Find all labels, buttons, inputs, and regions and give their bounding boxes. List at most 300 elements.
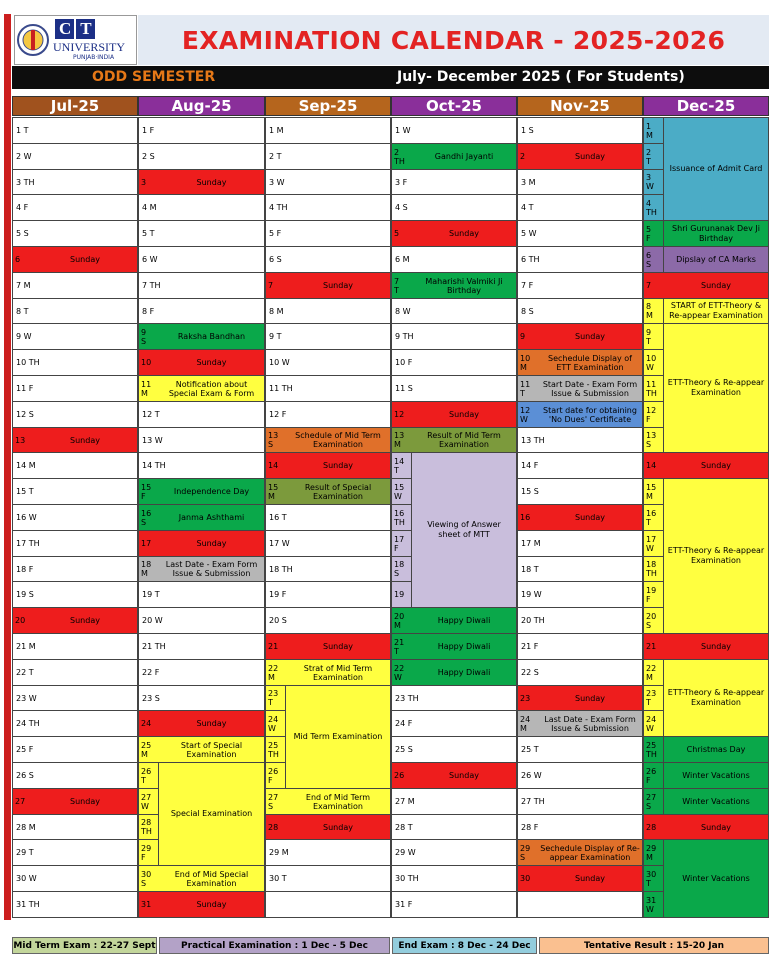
day-number: 4 T: [521, 203, 534, 212]
day-cell: [265, 556, 391, 582]
day-cell: [265, 169, 391, 195]
day-number: 21 M: [16, 642, 36, 651]
day-cell: [391, 194, 517, 221]
event-span-gurunanak: Shri Gurunanak Dev Ji Birthday: [663, 220, 769, 247]
day-cell: [265, 530, 391, 557]
day-cell: [265, 839, 391, 866]
day-number: 6: [15, 255, 21, 264]
day-cell: [138, 659, 265, 686]
day-cell: [391, 865, 517, 892]
day-number: 2 TH: [394, 147, 405, 166]
day-number: 14: [268, 461, 279, 470]
day-number: 3 F: [395, 177, 408, 187]
event-label: Sunday: [449, 410, 479, 419]
day-cell: [517, 272, 643, 299]
day-cell: [265, 736, 286, 763]
event-label: Notification about Special Exam & Form: [168, 379, 255, 398]
day-number: 20 M: [394, 611, 405, 630]
day-cell: [391, 710, 517, 737]
event-label: Maharishi Valmiki Ji Birthday: [425, 276, 503, 295]
day-cell: [391, 891, 517, 918]
day-number: 3 W: [269, 177, 285, 187]
day-number: 8 T: [16, 306, 29, 316]
day-number: 9: [520, 332, 526, 341]
day-number: 18 F: [16, 564, 34, 574]
day-number: 11 TH: [646, 379, 657, 398]
day-number: 21: [646, 642, 657, 651]
day-number: 31: [141, 900, 152, 909]
day-cell: [12, 401, 138, 428]
event-label: Last Date - Exam Form Issue & Submission: [165, 560, 258, 578]
day-number: 3 TH: [16, 177, 35, 187]
day-cell: [12, 788, 138, 815]
day-number: 20 S: [646, 611, 657, 630]
event-label: Gandhi Jayanti: [434, 152, 494, 161]
day-cell: [265, 504, 391, 531]
day-cell: [391, 143, 517, 170]
event-span-viewing: Viewing of Answer sheet of MTT: [411, 452, 517, 608]
day-cell: [643, 685, 664, 711]
day-number: 16 S: [141, 508, 152, 527]
day-number: 6 M: [395, 255, 410, 264]
event-label: Sechedule Display of ETT Examination: [548, 353, 632, 372]
event-label: Start Date - Exam Form Issue & Submission: [542, 379, 638, 398]
day-number: 29 W: [395, 848, 416, 857]
day-cell: [12, 272, 138, 299]
day-number: 19 T: [142, 590, 160, 599]
day-cell: [517, 736, 643, 763]
day-number: 5 F: [646, 224, 652, 243]
legend-mid-term: Mid Term Exam : 22-27 Sept: [12, 937, 157, 954]
day-number: 27 M: [395, 797, 415, 806]
day-cell: [138, 633, 265, 660]
day-cell: [643, 194, 664, 221]
day-cell: [12, 762, 138, 789]
day-number: 5 T: [142, 229, 155, 238]
event-label: Sunday: [701, 281, 731, 290]
day-number: 28: [646, 822, 657, 832]
day-number: 7: [646, 281, 652, 290]
day-cell: [138, 298, 265, 324]
day-number: 9 W: [16, 332, 32, 341]
day-number: 26 F: [646, 766, 657, 785]
day-cell: [643, 633, 769, 660]
day-cell: [643, 710, 664, 737]
day-cell: [12, 633, 138, 660]
event-label: Schedule of Mid Term Examination: [295, 431, 381, 449]
event-label: Sunday: [575, 332, 605, 341]
day-number: 11 F: [16, 384, 34, 393]
day-number: 8 F: [142, 306, 155, 316]
day-number: 29 M: [269, 848, 289, 857]
day-number: 25 F: [16, 745, 34, 754]
day-number: 24: [141, 719, 152, 728]
day-number: 30 S: [141, 869, 152, 888]
day-number: 16 T: [269, 513, 287, 522]
day-cell: [12, 220, 138, 247]
day-cell: [517, 427, 643, 453]
day-number: 27 TH: [521, 797, 545, 806]
day-cell: [517, 349, 643, 376]
day-cell: [517, 581, 643, 608]
event-span-ett1: ETT-Theory & Re-appear Examination: [663, 323, 769, 453]
event-label: Sechedule Display of Re-appear Examination: [540, 843, 640, 862]
day-cell: [12, 375, 138, 402]
day-number: 3 M: [521, 177, 536, 187]
day-number: 29 M: [646, 843, 657, 862]
day-cell: [643, 246, 664, 273]
event-label: Sunday: [70, 797, 100, 806]
day-cell: [643, 349, 664, 376]
day-cell: [517, 659, 643, 686]
day-number: 22 M: [268, 663, 279, 682]
event-label: Result of Special Examination: [304, 482, 372, 501]
day-cell: [517, 814, 643, 840]
semester-label: ODD SEMESTER: [92, 69, 216, 85]
day-number: 20 S: [269, 616, 287, 625]
day-cell: [643, 478, 664, 505]
day-number: 1 F: [142, 126, 155, 135]
day-number: 12 T: [142, 410, 160, 419]
day-number: 9 T: [269, 332, 282, 341]
day-number: 4 F: [16, 203, 29, 212]
day-number: 16 W: [16, 513, 37, 522]
day-cell: [517, 452, 643, 479]
page-title: EXAMINATION CALENDAR - 2025-2026: [138, 15, 769, 65]
day-number: 14 TH: [142, 461, 166, 470]
day-cell: [391, 117, 517, 144]
day-cell: [138, 788, 159, 815]
day-cell: [391, 814, 517, 840]
day-number: 10 W: [269, 358, 290, 367]
day-cell: [517, 323, 643, 350]
day-number: 16 T: [646, 508, 657, 527]
day-number: 16 TH: [394, 508, 405, 527]
day-number: 18 TH: [269, 564, 293, 574]
day-cell: [391, 788, 517, 815]
day-cell: [517, 169, 643, 195]
day-cell: [517, 607, 643, 634]
day-cell: [265, 375, 391, 402]
event-label: Sunday: [701, 461, 731, 470]
day-cell: [12, 323, 138, 350]
event-label: Strat of Mid Term Examination: [303, 663, 373, 682]
day-cell: [265, 298, 391, 324]
day-number: 14: [646, 461, 657, 470]
day-number: 27 S: [268, 792, 279, 811]
day-cell: [517, 556, 643, 582]
event-label: Sunday: [196, 358, 227, 367]
day-cell: [265, 246, 391, 273]
day-number: 11 TH: [269, 384, 293, 393]
day-cell: [12, 710, 138, 737]
day-cell: [138, 685, 265, 711]
day-cell: [391, 633, 517, 660]
day-number: 29 F: [141, 843, 152, 862]
day-number: 6 S: [269, 255, 282, 264]
day-cell: [265, 220, 391, 247]
day-cell: [391, 375, 517, 402]
day-number: 17 F: [394, 534, 405, 553]
day-number: 8 W: [395, 306, 411, 316]
day-number: 25 TH: [268, 740, 279, 759]
day-cell: [517, 504, 643, 531]
event-label: Sunday: [196, 539, 227, 548]
day-number: 13: [15, 435, 26, 445]
day-number: 25 S: [395, 745, 413, 754]
day-number: 4 TH: [269, 203, 288, 212]
day-number: 4 M: [142, 203, 157, 212]
day-number: 26 T: [141, 766, 152, 785]
event-label: Happy Diwali: [437, 668, 491, 677]
day-cell: [138, 581, 265, 608]
day-cell: [391, 736, 517, 763]
month-header-sep-25: Sep-25: [265, 96, 391, 116]
day-number: 14 T: [394, 456, 405, 475]
day-cell: [12, 659, 138, 686]
day-cell: [391, 556, 412, 582]
day-number: 13 S: [268, 431, 279, 449]
day-number: 15 T: [16, 487, 34, 496]
day-cell: [138, 117, 265, 144]
day-number: 27: [15, 797, 26, 806]
day-number: 31 W: [646, 895, 657, 914]
day-cell: [391, 839, 517, 866]
event-label: Start date for obtaining 'No Dues' Certificate: [543, 405, 637, 424]
day-number: 28 M: [16, 822, 36, 832]
day-number: 15 S: [521, 487, 539, 496]
day-cell: [517, 478, 643, 505]
event-span-ett-start: START of ETT-Theory & Re-appear Examination: [663, 298, 769, 324]
day-cell: [391, 272, 517, 299]
day-number: 5 S: [16, 229, 29, 238]
day-number: 11 M: [141, 379, 152, 398]
day-cell: [643, 504, 664, 531]
day-number: 15 M: [268, 482, 279, 501]
logo-university: UNIVERSITY: [53, 40, 125, 54]
day-number: 1 W: [395, 126, 411, 135]
day-cell: [12, 117, 138, 144]
day-number: 16: [520, 513, 531, 522]
semester-bar: [12, 66, 769, 89]
day-cell: [12, 349, 138, 376]
day-number: 26 W: [521, 771, 542, 780]
month-header-oct-25: Oct-25: [391, 96, 517, 116]
day-number: 19 F: [269, 590, 287, 599]
day-cell: [391, 349, 517, 376]
day-cell: [138, 814, 159, 840]
day-number: 23 W: [16, 693, 37, 703]
day-cell: [643, 788, 664, 815]
day-cell: [517, 685, 643, 711]
logo-sub: PUNJAB·INDIA: [73, 54, 115, 61]
day-cell: [517, 710, 643, 737]
day-number: 25 M: [141, 740, 152, 759]
event-span-ett3: ETT-Theory & Re-appear Examination: [663, 659, 769, 737]
day-number: 24 W: [646, 714, 657, 733]
day-number: 17 M: [521, 539, 541, 548]
day-number: 21: [268, 642, 279, 651]
day-number: 1 S: [521, 126, 534, 135]
day-cell: [265, 272, 391, 299]
day-number: 25 TH: [646, 740, 657, 759]
day-cell: [391, 659, 517, 686]
event-label: Sunday: [196, 719, 227, 728]
day-number: 28 F: [521, 822, 539, 832]
day-number: 12 F: [646, 405, 657, 424]
legend-result: Tentative Result : 15-20 Jan: [539, 937, 769, 954]
day-number: 17 W: [269, 539, 290, 548]
day-number: 1 T: [16, 126, 29, 135]
day-cell: [12, 685, 138, 711]
day-number: 12 W: [520, 405, 531, 424]
day-cell: [138, 839, 159, 866]
day-number: 29 S: [520, 843, 531, 862]
event-label: Sunday: [323, 281, 353, 290]
day-cell: [138, 710, 265, 737]
day-number: 25 T: [521, 745, 539, 754]
day-cell: [138, 375, 265, 402]
day-cell: [391, 504, 412, 531]
day-number: 28 T: [395, 822, 413, 832]
day-number: 13 M: [394, 431, 405, 449]
day-number: 4 S: [395, 203, 408, 212]
day-cell: [138, 349, 265, 376]
event-span-ett2: ETT-Theory & Re-appear Examination: [663, 478, 769, 634]
day-cell: [138, 530, 265, 557]
day-cell: [643, 556, 664, 582]
day-cell: [517, 401, 643, 428]
day-cell: [391, 401, 517, 428]
day-number: 10 TH: [16, 358, 40, 367]
day-cell: [391, 298, 517, 324]
day-cell: [138, 272, 265, 299]
event-label: Sunday: [323, 822, 353, 832]
day-number: 2 T: [269, 152, 282, 161]
event-label: Sunday: [575, 513, 605, 522]
day-cell: [138, 865, 265, 892]
day-cell: [265, 865, 391, 892]
day-cell: [138, 194, 265, 221]
day-cell: [138, 736, 265, 763]
day-number: 18 T: [521, 564, 539, 574]
day-cell: [265, 710, 286, 737]
day-cell: [12, 298, 138, 324]
day-cell: [643, 814, 769, 840]
day-number: 29 T: [16, 848, 34, 857]
day-number: 18 S: [394, 560, 405, 578]
day-cell: [138, 891, 265, 918]
day-cell: [265, 685, 286, 711]
day-cell: [138, 323, 265, 350]
day-number: 13 TH: [521, 435, 545, 445]
day-number: 23 T: [646, 689, 657, 707]
day-number: 23 S: [142, 693, 160, 703]
day-number: 1 M: [269, 126, 284, 135]
day-number: 6 S: [646, 250, 652, 269]
day-number: 26: [394, 771, 405, 780]
day-number: 19 F: [646, 585, 657, 604]
day-cell: [643, 530, 664, 557]
day-number: 10 W: [646, 353, 657, 372]
left-red-bar: [4, 14, 11, 920]
day-cell: [265, 478, 391, 505]
day-cell: [12, 607, 138, 634]
day-cell: [12, 556, 138, 582]
day-number: 18 M: [141, 560, 152, 578]
day-number: 5: [394, 229, 400, 238]
day-cell: [265, 427, 391, 453]
day-number: 7 F: [521, 281, 534, 290]
day-number: 20: [15, 616, 26, 625]
day-cell: [12, 736, 138, 763]
day-cell: [12, 839, 138, 866]
day-number: 9 T: [646, 327, 652, 346]
day-cell: [12, 246, 138, 273]
day-number: 30 T: [269, 874, 287, 883]
day-cell: [12, 427, 138, 453]
day-cell: [138, 220, 265, 247]
day-cell: [138, 607, 265, 634]
day-number: 22 S: [521, 668, 539, 677]
day-cell: [12, 478, 138, 505]
day-cell: [138, 452, 265, 479]
day-number: 27 W: [141, 792, 152, 811]
day-cell: [643, 143, 664, 170]
event-span-winter1: Winter Vacations: [663, 762, 769, 789]
event-label: Last Date - Exam Form Issue & Submission: [544, 714, 636, 733]
day-cell: [265, 762, 286, 789]
day-cell: [391, 452, 412, 479]
day-number: 2 T: [646, 147, 652, 166]
day-number: 7: [268, 281, 274, 290]
day-number: 12: [394, 410, 405, 419]
day-number: 14 F: [521, 461, 539, 470]
event-label: End of Mid Term Examination: [305, 792, 371, 811]
event-label: Raksha Bandhan: [177, 332, 246, 341]
day-number: 30 T: [646, 869, 657, 888]
day-number: 21 TH: [142, 642, 166, 651]
day-cell: [12, 865, 138, 892]
event-label: Sunday: [701, 822, 731, 832]
event-label: Janma Ashthami: [178, 513, 245, 522]
month-header-aug-25: Aug-25: [138, 96, 265, 116]
event-label: Sunday: [70, 435, 100, 445]
day-number: 12 F: [269, 410, 287, 419]
day-cell: [517, 194, 643, 221]
event-label: Sunday: [449, 229, 479, 238]
day-cell: [643, 865, 664, 892]
day-cell: [265, 323, 391, 350]
day-number: 2 W: [16, 152, 32, 161]
day-number: 3 W: [646, 173, 654, 191]
event-label: Sunday: [575, 693, 605, 703]
event-label: Sunday: [701, 642, 731, 651]
day-cell: [265, 788, 391, 815]
day-number: 5 F: [269, 229, 282, 238]
day-cell: [391, 478, 412, 505]
day-cell: [517, 788, 643, 815]
day-cell: [643, 220, 664, 247]
day-number: 8 M: [646, 302, 653, 320]
day-number: 9 TH: [395, 332, 414, 341]
day-cell: [391, 323, 517, 350]
logo-ct: CT: [59, 19, 101, 38]
day-cell: [265, 117, 391, 144]
day-cell: [265, 581, 391, 608]
day-cell: [265, 401, 391, 428]
day-cell: [643, 736, 664, 763]
